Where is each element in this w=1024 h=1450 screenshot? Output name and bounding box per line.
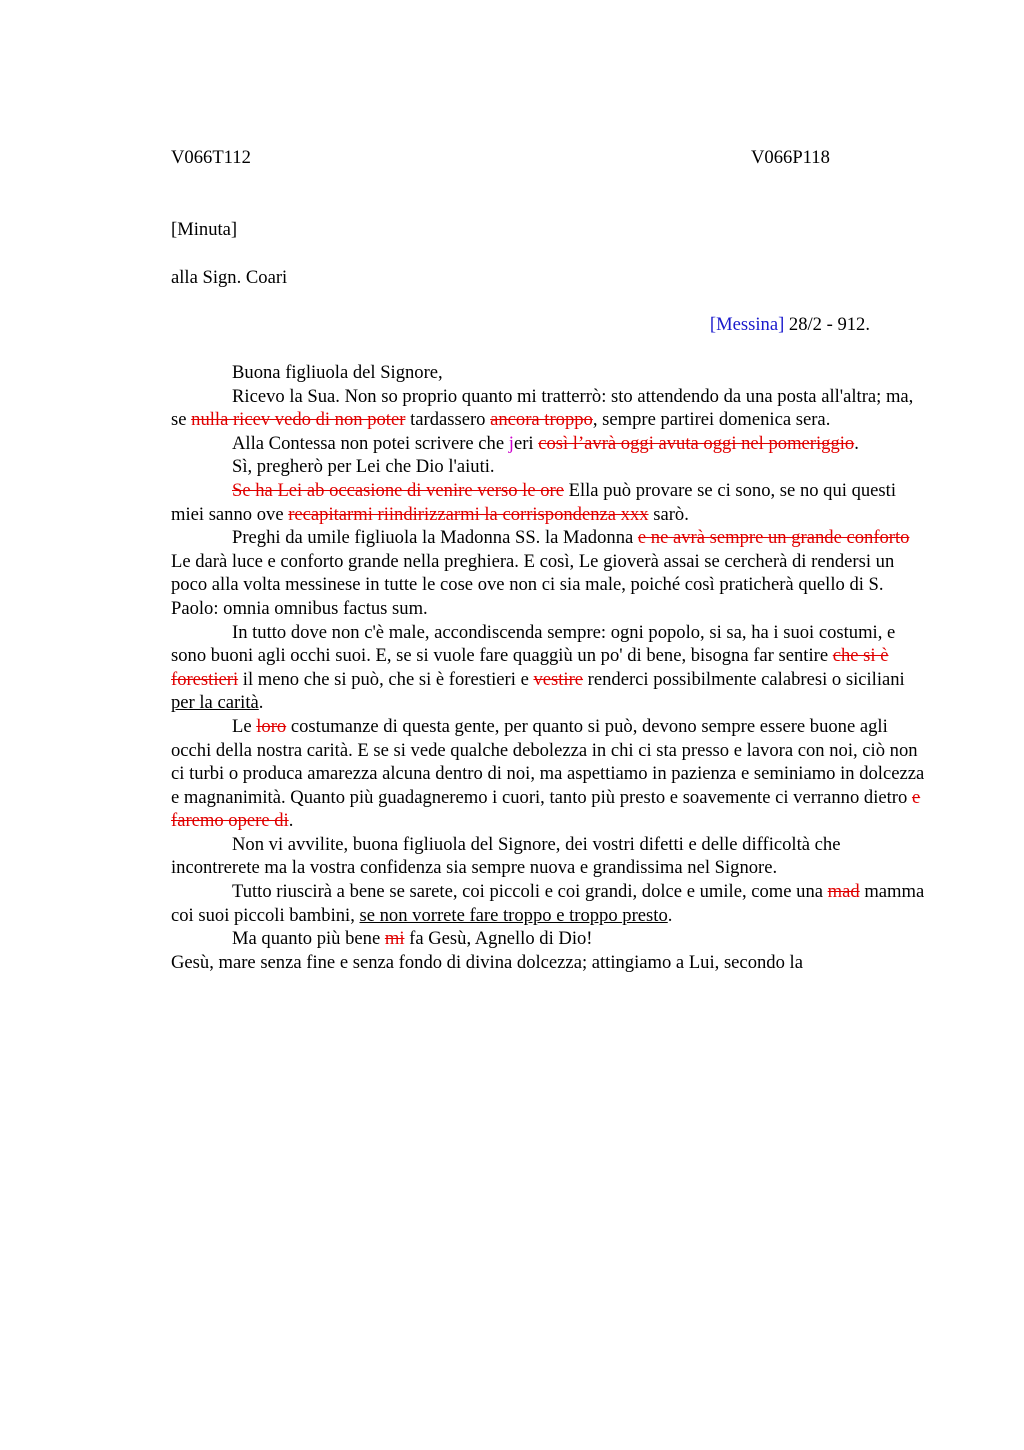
- deleted-text: mad: [827, 881, 860, 903]
- text-run: tardassero: [405, 409, 491, 431]
- text-run: Ma quanto più bene: [232, 928, 385, 950]
- text-run: renderci possibilmente calabresi o siciliani: [583, 668, 905, 690]
- paragraph-9: [171, 880, 931, 927]
- date: 28/2 - 912.: [784, 314, 870, 335]
- inserted-text: j: [508, 432, 514, 454]
- paragraph-3: Sì, pregherò per Lei che Dio l'aiuti.: [232, 456, 495, 478]
- deleted-text: così l’avrà oggi avuta oggi nel pomeriggio: [538, 432, 855, 454]
- salutation: Buona figliuola del Signore,: [232, 362, 443, 383]
- deleted-text: e faremo opere di: [171, 786, 921, 832]
- text-run: .: [288, 810, 294, 832]
- text-run: costumanze di questa gente, per quanto si può, devono sempre essere buone agli occhi della nostra carità. E se si vede qualche debolezza in chi ci sta presso e lavora con noi, ciò non ci turbi o produca amarezza alcuna dentro di noi, ma aspettiamo in pazienza e seminiamo in dolcezza e magnanimità. Quanto più guadagneremo i cuori, tanto più presto e soavemente ci verranno dietro: [171, 715, 925, 808]
- paragraph-2: [171, 432, 931, 456]
- text-run: .: [854, 432, 859, 454]
- paragraph-11: Gesù, mare senza fine e senza fondo di divina dolcezza; attingiamo a Lui, secondo la: [171, 951, 803, 973]
- text-run: Alla Contessa non potei scrivere che: [232, 432, 509, 454]
- letter-body: [171, 361, 931, 974]
- paragraph-4: [171, 479, 931, 526]
- text-run: sarò.: [648, 503, 689, 525]
- addressee: alla Sign. Coari: [171, 267, 288, 288]
- document-type: [Minuta]: [171, 219, 238, 240]
- deleted-text: e ne avrà sempre un grande conforto: [637, 527, 910, 549]
- text-run: Preghi da umile figliuola la Madonna SS. la Madonna: [232, 527, 638, 549]
- deleted-text: che si è forestieri: [171, 645, 889, 690]
- right-code: V066P118: [751, 147, 830, 168]
- place: [Messina]: [709, 314, 785, 335]
- text-run: .: [667, 904, 673, 926]
- text-run: In tutto dove non c'è male, accondiscenda sempre: ogni popolo, si sa, ha i suoi costumi, e sono buoni agli occhi suoi. E, se si vuole fare quaggiù un po' di bene, bisogna far sentire: [171, 621, 896, 667]
- text-run: Tutto riuscirà a bene se sarete, coi piccoli e coi grandi, dolce e umile, come una: [232, 881, 828, 903]
- underlined-text: per la carità: [171, 692, 259, 714]
- deleted-text: vestire: [533, 668, 584, 690]
- text-run: eri: [513, 432, 539, 454]
- text-run: Le darà luce e conforto grande nella preghiera. E così, Le gioverà assai se cercherà di rendersi un poco alla volta messinese in tutte le cose ove non ci sia male, poiché così praticherà quello di S. Paolo: omnia omnibus factus sum.: [171, 550, 895, 619]
- paragraph-7: [171, 715, 931, 833]
- text-run: , sempre partirei domenica sera.: [592, 409, 831, 431]
- paragraph-6: [171, 621, 931, 715]
- text-run: il meno che si può, che si è forestieri e: [238, 668, 534, 690]
- text-run: Le: [232, 715, 257, 737]
- underlined-text: se non vorrete fare troppo e troppo presto: [359, 904, 668, 926]
- text-run: .: [258, 692, 264, 714]
- text-run: fa Gesù, Agnello di Dio!: [404, 928, 593, 950]
- text-run: mamma coi suoi piccoli bambini,: [171, 881, 925, 926]
- text-run: Ricevo la Sua. Non so proprio quanto mi tratterrò: sto attendendo da una posta all'altra; ma, se: [171, 385, 914, 431]
- left-code: V066T112: [171, 147, 251, 168]
- deleted-text: Se ha Lei ab occasione di venire verso le ore: [232, 479, 564, 501]
- deleted-text: loro: [256, 715, 287, 737]
- paragraph-1: [171, 385, 931, 432]
- deleted-text: ancora troppo: [490, 409, 593, 431]
- deleted-text: recapitarmi riindirizzarmi la corrispondenza xxx: [288, 503, 649, 525]
- text-run: Ella può provare se ci sono, se no qui questi miei sanno ove: [171, 479, 897, 525]
- paragraph-5: [171, 526, 931, 620]
- place-date-line: [710, 313, 870, 337]
- deleted-text: mi: [384, 928, 405, 950]
- deleted-text: nulla ricev vedo di non poter: [191, 409, 406, 431]
- paragraph-8: Non vi avvilite, buona figliuola del Signore, dei vostri difetti e delle difficoltà che incontrerete ma la vostra confidenza sia sempre nuova e grandissima nel Signore.: [171, 833, 841, 879]
- paragraph-10: [171, 927, 931, 951]
